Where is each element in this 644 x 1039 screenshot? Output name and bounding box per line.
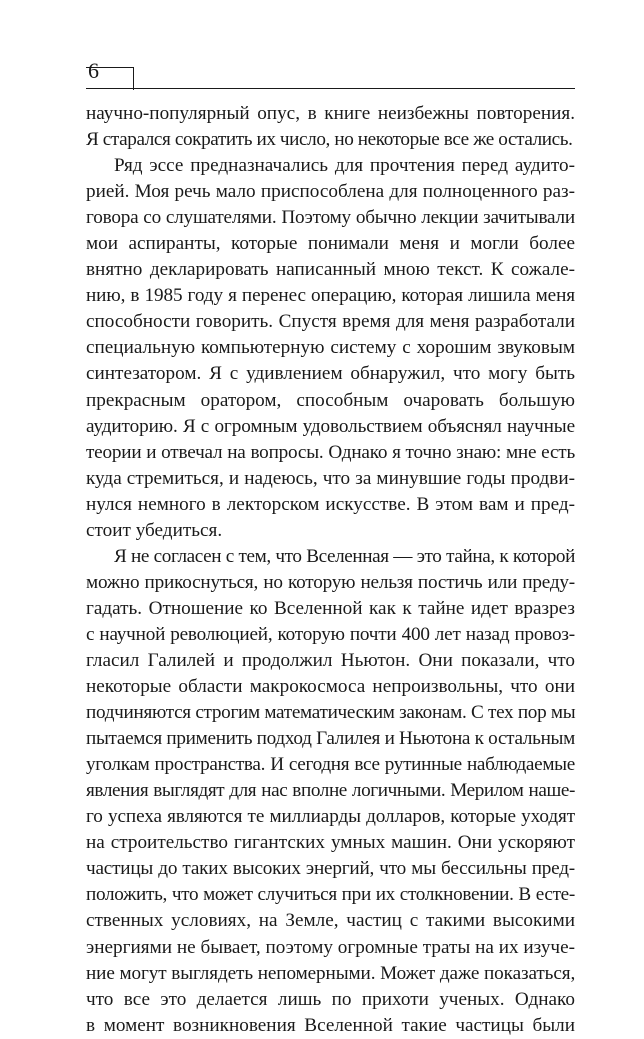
text-line: говора со слушателями. Поэтому обычно лекции зачитывали <box>86 207 575 229</box>
text-line: с научной революцией, которую почти 400 лет назад провоз- <box>86 623 575 645</box>
header-rule <box>86 88 575 89</box>
text-line: научно-популярный опус, в книге неизбежны повторения. <box>86 103 575 124</box>
text-line: можно прикоснуться, но которую нельзя постичь или преду- <box>86 571 575 593</box>
text-line: теории и отвечал на вопросы. Однако я точно знаю: мне есть <box>86 441 575 463</box>
text-line: куда стремиться, и надеюсь, что за минувшие годы продви- <box>86 467 575 489</box>
text-line: способности говорить. Спустя время для меня разработали <box>86 311 575 333</box>
text-line: в момент возникновения Вселенной такие частицы были <box>86 1014 575 1036</box>
text-line: нулся немного в лекторском искусстве. В этом вам и пред- <box>86 493 575 515</box>
text-line: уголкам пространства. И сегодня все рутинные наблюдаемые <box>86 754 575 776</box>
text-line: рией. Моя речь мало приспособлена для полноценного раз- <box>86 181 575 203</box>
text-line: Я не согласен с тем, что Вселенная — это тайна, к которой <box>114 545 575 567</box>
text-line: пытаемся применить подход Галилея и Ньютона к остальным <box>86 728 575 750</box>
text-line: синтезатором. Я с удивлением обнаружил, что могу быть <box>86 363 575 385</box>
text-line: стоит убедиться. <box>86 519 223 541</box>
text-line: мои аспиранты, которые понимали меня и могли более <box>86 233 575 255</box>
text-line: что все это делается лишь по прихоти ученых. Однако <box>86 988 575 1010</box>
text-line: явления выглядят для нас вполне логичными. Мерилом наше- <box>86 780 575 802</box>
text-line: нию, в 1985 году я перенес операцию, которая лишила меня <box>86 285 575 307</box>
header-divider <box>133 67 134 90</box>
text-line: некоторые области макрокосмоса непроизвольны, что они <box>86 676 575 698</box>
text-line: аудиторию. Я с огромным удовольствием объяснял научные <box>86 415 575 437</box>
text-line: ственных условиях, на Земле, частиц с такими высокими <box>86 910 575 932</box>
text-line: специальную компьютерную систему с хорошим звуковым <box>86 337 575 359</box>
body-text <box>86 101 575 1039</box>
text-line: прекрасным оратором, способным очаровать большую <box>86 389 575 411</box>
text-line: внятно декларировать написанный мною текст. К сожале- <box>86 259 575 281</box>
text-line: подчиняются строгим математическим законам. С тех пор мы <box>86 702 576 724</box>
text-line: положить, что может случиться при их столкновении. В есте- <box>86 884 575 906</box>
text-line: го успеха являются те миллиарды долларов, которые уходят <box>86 806 575 828</box>
text-line: энергиями не бывает, поэтому огромные траты на их изуче- <box>86 936 575 958</box>
page-number: 6 <box>88 58 99 83</box>
text-line: ние могут выглядеть непомерными. Может даже показаться, <box>86 962 576 984</box>
text-line: гадать. Отношение ко Вселенной как к тайне идет вразрез <box>86 597 575 619</box>
text-line: частицы до таких высоких энергий, что мы бессильны пред- <box>86 858 575 880</box>
text-line: Ряд эссе предназначались для прочтения перед аудито- <box>114 155 575 177</box>
text-line: гласил Галилей и продолжил Ньютон. Они показали, что <box>86 649 575 671</box>
text-line: на строительство гигантских умных машин. Они ускоряют <box>86 832 575 854</box>
text-line: Я старался сократить их число, но некоторые все же остались. <box>86 129 573 151</box>
